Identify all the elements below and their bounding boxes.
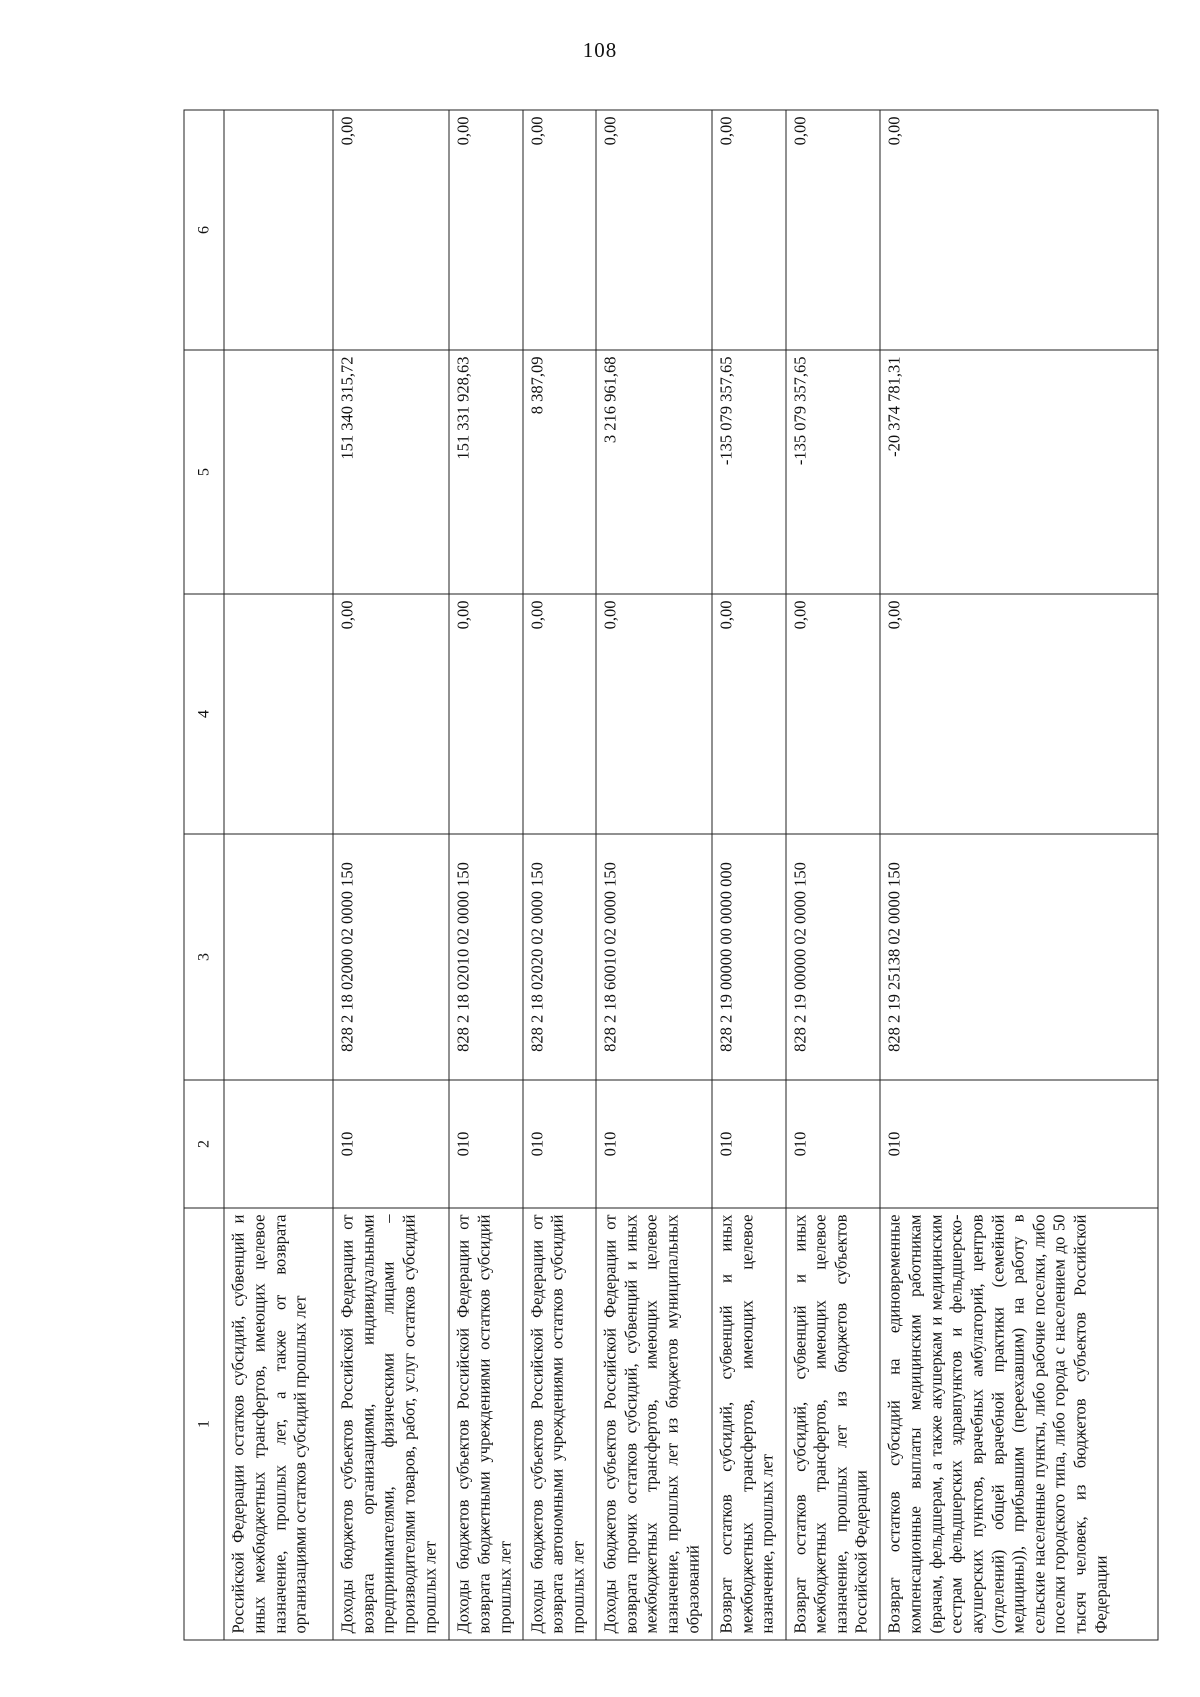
row-line-code: 010 — [712, 1080, 785, 1208]
row-description: Возврат остатков субсидий, субвенций и иных межбюджетных трансфертов, имеющих целевое назначение, прошлых лет — [712, 1208, 785, 1640]
table-row — [880, 110, 1158, 1640]
row-value-col4: 0,00 — [449, 594, 522, 834]
row-description: Возврат остатков субсидий, субвенций и иных межбюджетных трансфертов, имеющих целевое назначение, прошлых лет из бюджетов субъектов Российской Федерации — [785, 1208, 880, 1640]
row-value-col6: 0,00 — [712, 110, 785, 350]
row-line-code: 010 — [449, 1080, 522, 1208]
row-value-col4: 0,00 — [596, 594, 712, 834]
row-budget-code: 828 2 19 25138 02 0000 150 — [880, 834, 1158, 1080]
row-value-col4: 0,00 — [880, 594, 1158, 834]
row-value-col4: 0,00 — [712, 594, 785, 834]
row-value-col5: -135 079 357,65 — [712, 350, 785, 594]
row-budget-code: 828 2 18 02000 02 0000 150 — [333, 834, 449, 1080]
row-description: Российской Федерации остатков субсидий, субвенций и иных межбюджетных трансфертов, имеющих целевое назначение, прошлых лет, а также от возврата организациями остатков субсидий прошлых лет — [224, 1208, 333, 1640]
row-value-col5: 151 340 315,72 — [333, 350, 449, 594]
row-budget-code: 828 2 19 00000 00 0000 000 — [712, 834, 785, 1080]
header-cell: 5 — [184, 350, 224, 594]
rotated-table-wrapper — [183, 110, 1158, 1640]
table-row — [596, 110, 712, 1640]
row-line-code: 010 — [880, 1080, 1158, 1208]
row-description: Доходы бюджетов субъектов Российской Федерации от возврата бюджетными учреждениями остатков субсидий прошлых лет — [449, 1208, 522, 1640]
header-cell: 2 — [184, 1080, 224, 1208]
table-row — [785, 110, 880, 1640]
row-value-col4: 0,00 — [522, 594, 595, 834]
row-value-col5: 8 387,09 — [522, 350, 595, 594]
row-description: Возврат остатков субсидий на единовременные компенсационные выплаты медицинским работникам (врачам, фельдшерам, а также акушеркам и медицинским сестрам фельдшерских здравпунктов и фельдшерско-акушерских пунктов, врачебных амбулаторий, центров (отделений) общей врачебной практики (семейной медицины)), прибывшим (переехавшим) на работу в сельские населенные пункты, либо рабочие поселки, либо поселки городского типа, либо города с населением до 50 тысяч человек, из бюджетов субъектов Российской Федерации — [880, 1208, 1158, 1640]
row-value-col5: -20 374 781,31 — [880, 350, 1158, 594]
revenue-table — [183, 109, 1158, 1640]
table-container — [183, 110, 1158, 1640]
table-row — [333, 110, 449, 1640]
row-value-col5: 3 216 961,68 — [596, 350, 712, 594]
row-budget-code: 828 2 18 02020 02 0000 150 — [522, 834, 595, 1080]
row-budget-code: 828 2 19 00000 02 0000 150 — [785, 834, 880, 1080]
row-line-code: 010 — [333, 1080, 449, 1208]
row-value-col6: 0,00 — [449, 110, 522, 350]
table-row — [224, 110, 333, 1640]
row-value-col4: 0,00 — [333, 594, 449, 834]
row-value-col5: 151 331 928,63 — [449, 350, 522, 594]
header-cell: 6 — [184, 110, 224, 350]
row-line-code: 010 — [785, 1080, 880, 1208]
row-description: Доходы бюджетов субъектов Российской Федерации от возврата автономными учреждениями остатков субсидий прошлых лет — [522, 1208, 595, 1640]
row-value-col6: 0,00 — [880, 110, 1158, 350]
table-row — [449, 110, 522, 1640]
row-line-code: 010 — [596, 1080, 712, 1208]
row-value-col5: -135 079 357,65 — [785, 350, 880, 594]
row-value-col6 — [224, 110, 333, 350]
row-value-col6: 0,00 — [596, 110, 712, 350]
row-description: Доходы бюджетов субъектов Российской Федерации от возврата организациями, индивидуальными предпринимателями, физическими лицами – производителями товаров, работ, услуг остатков субсидий прошлых лет — [333, 1208, 449, 1640]
row-value-col4: 0,00 — [785, 594, 880, 834]
row-budget-code: 828 2 18 60010 02 0000 150 — [596, 834, 712, 1080]
row-value-col5 — [224, 350, 333, 594]
page-number: 108 — [582, 38, 618, 62]
row-line-code — [224, 1080, 333, 1208]
header-cell: 1 — [184, 1208, 224, 1640]
row-budget-code: 828 2 18 02010 02 0000 150 — [449, 834, 522, 1080]
table-row — [522, 110, 595, 1640]
table-header-row — [184, 110, 224, 1640]
row-value-col4 — [224, 594, 333, 834]
row-description: Доходы бюджетов субъектов Российской Федерации от возврата прочих остатков субсидий, субвенций и иных межбюджетных трансфертов, имеющих целевое назначение, прошлых лет из бюджетов муниципальных образований — [596, 1208, 712, 1640]
row-value-col6: 0,00 — [333, 110, 449, 350]
row-value-col6: 0,00 — [785, 110, 880, 350]
header-cell: 4 — [184, 594, 224, 834]
row-line-code: 010 — [522, 1080, 595, 1208]
row-budget-code — [224, 834, 333, 1080]
row-value-col6: 0,00 — [522, 110, 595, 350]
table-row — [712, 110, 785, 1640]
header-cell: 3 — [184, 834, 224, 1080]
